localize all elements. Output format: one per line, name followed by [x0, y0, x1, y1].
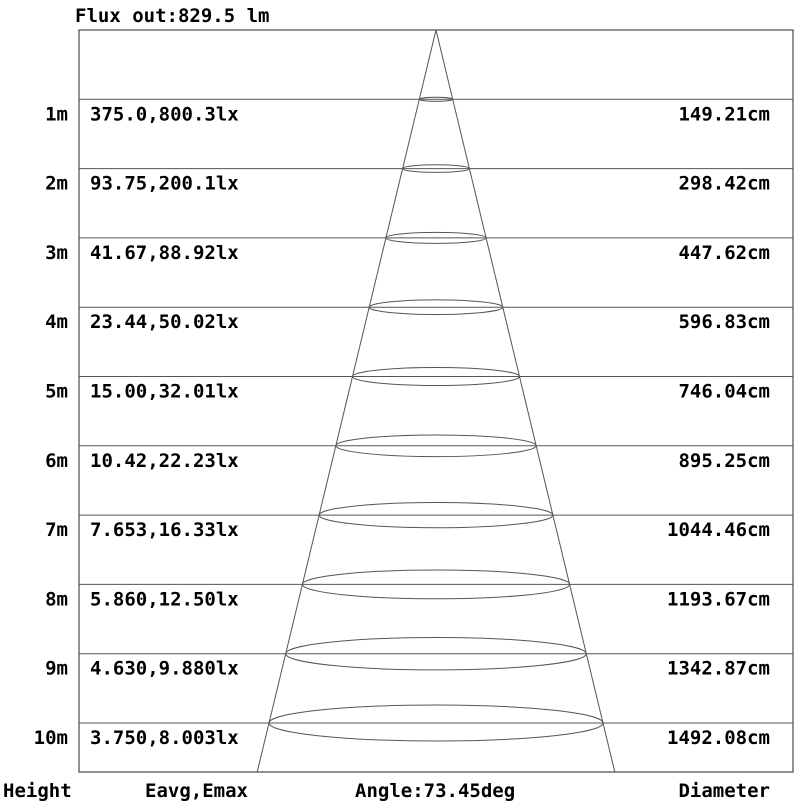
height-label: 3m [45, 241, 68, 264]
height-label: 1m [45, 103, 68, 126]
diameter-value: 596.83cm [678, 311, 770, 334]
diameter-value: 1342.87cm [667, 657, 770, 680]
footer-diameter-label: Diameter [678, 780, 770, 802]
height-row-10m [34, 705, 793, 749]
height-row-5m [45, 368, 793, 403]
eavg-emax-value: 41.67,88.92lx [90, 241, 239, 264]
diameter-value: 298.42cm [678, 172, 770, 195]
height-label: 10m [33, 727, 68, 749]
eavg-emax-value: 4.630,9.880lx [90, 657, 239, 680]
height-row-4m [45, 300, 793, 333]
height-row-8m [45, 570, 793, 610]
eavg-emax-value: 10.42,22.23lx [90, 449, 239, 472]
eavg-emax-value: 15.00,32.01lx [90, 380, 239, 403]
height-label: 2m [45, 172, 68, 195]
height-label: 4m [45, 311, 68, 334]
footer-axis-labels [3, 780, 770, 802]
cone-right-edge [436, 30, 615, 772]
height-row-2m [45, 165, 793, 195]
diameter-value: 149.21cm [678, 103, 770, 126]
diameter-value: 1193.67cm [667, 588, 770, 611]
height-label: 5m [45, 380, 68, 403]
eavg-emax-value: 23.44,50.02lx [90, 311, 239, 334]
eavg-emax-value: 375.0,800.3lx [90, 103, 239, 126]
footer-angle-label: Angle:73.45deg [355, 780, 516, 802]
height-row-9m [45, 638, 793, 680]
diameter-value: 447.62cm [678, 241, 770, 264]
footer-height-label: Height [3, 780, 72, 802]
eavg-emax-value: 5.860,12.50lx [90, 588, 239, 611]
flux-out-title: Flux out:829.5 lm [75, 5, 270, 27]
height-label: 6m [45, 449, 68, 472]
eavg-emax-value: 7.653,16.33lx [90, 519, 239, 542]
height-row-3m [45, 232, 793, 264]
eavg-emax-value: 3.750,8.003lx [90, 727, 239, 749]
diameter-value: 1044.46cm [667, 519, 770, 542]
eavg-emax-value: 93.75,200.1lx [90, 172, 239, 195]
height-label: 7m [45, 519, 68, 542]
height-row-7m [45, 502, 793, 541]
cone-left-edge [257, 30, 436, 772]
diameter-value: 1492.08cm [667, 727, 770, 749]
diameter-value: 895.25cm [678, 449, 770, 472]
footer-eavg-emax-label: Eavg,Emax [145, 780, 248, 802]
height-row-6m [45, 435, 793, 472]
height-label: 8m [45, 588, 68, 611]
diameter-value: 746.04cm [678, 380, 770, 403]
height-label: 9m [45, 657, 68, 680]
